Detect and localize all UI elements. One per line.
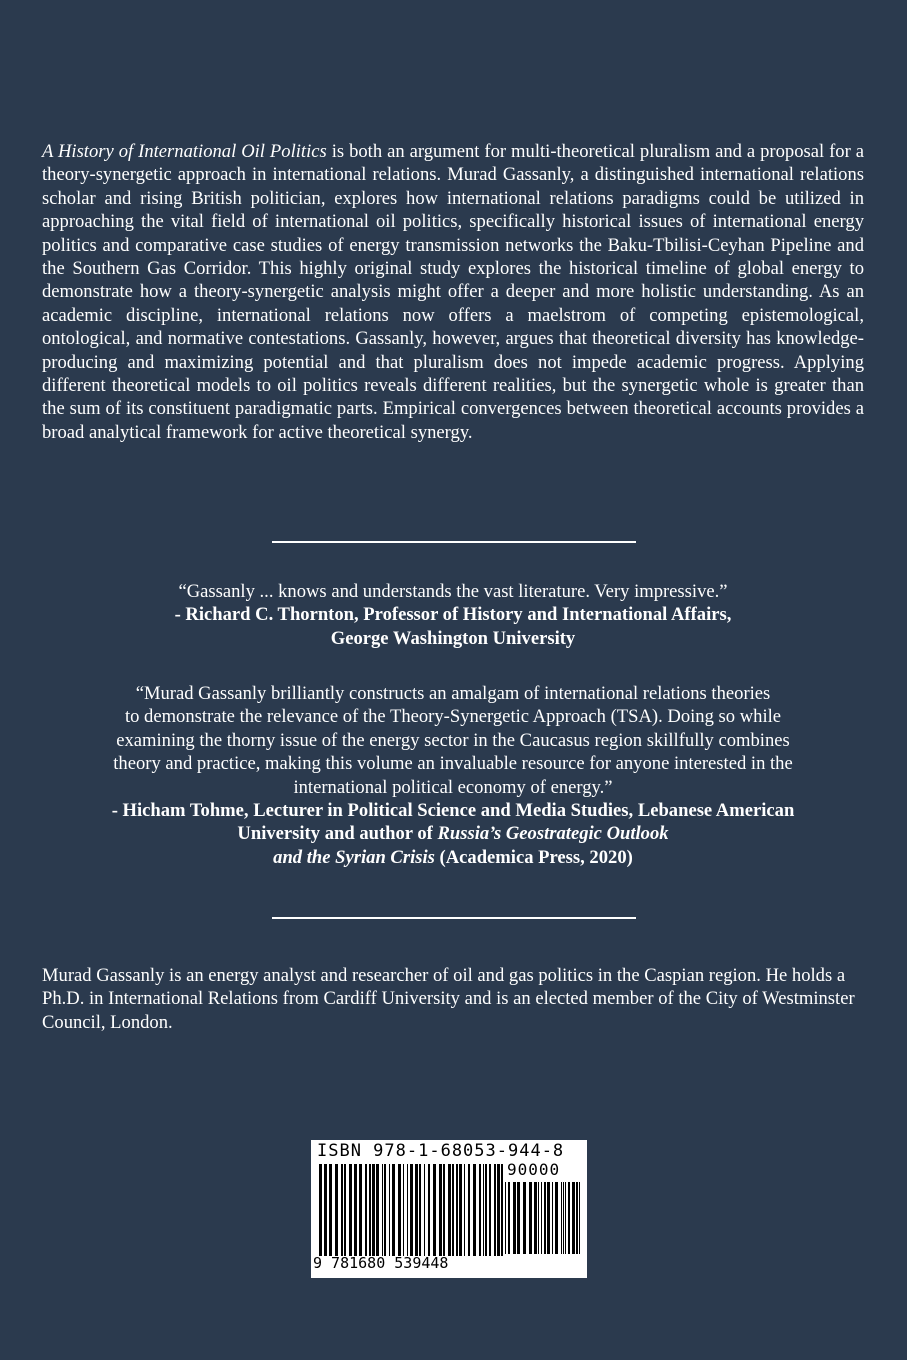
barcode-bar: [508, 1182, 510, 1254]
barcode-bar: [572, 1182, 575, 1254]
barcode-bar: [489, 1164, 491, 1256]
attribution-text: (Academica Press, 2020): [434, 846, 633, 868]
barcode-bar: [479, 1164, 481, 1256]
barcode-bar: [565, 1182, 566, 1254]
barcode-bar: [424, 1164, 425, 1256]
barcode-bar: [382, 1164, 383, 1256]
quote-line: “Murad Gassanly brilliantly constructs an amalgam of international relations theories: [135, 683, 771, 704]
endorsement-thornton: [42, 580, 864, 650]
divider-bottom: [272, 917, 636, 919]
barcode-bar: [555, 1182, 558, 1254]
barcode-bar: [349, 1164, 352, 1256]
ean-digits: 9 781680 539448: [313, 1254, 449, 1272]
barcode-bar: [468, 1164, 470, 1256]
barcode-bar: [433, 1164, 436, 1256]
barcode-bar: [369, 1164, 371, 1256]
barcode-bar: [324, 1164, 327, 1256]
barcode-bar: [464, 1164, 465, 1256]
book-description: [42, 140, 864, 444]
cited-book-title: and the Syrian Crisis: [273, 846, 435, 868]
barcode-bar: [485, 1164, 487, 1256]
barcode-bar: [501, 1164, 503, 1256]
endorsement-quote: [42, 682, 864, 799]
barcode-bar: [443, 1164, 445, 1256]
book-description-text: is both an argument for multi-theoretical pluralism and a proposal for a theory-synergetic approach in international relations. Murad Gassanly, a distinguished international relations scholar and rising British politician, explores how international relations paradigms could be utilized in approaching the vital field of international oil politics, specifically historical issues of international energy politics and comparative case studies of energy transmission networks the Baku-Tbilisi-Ceyhan Pipeline and the Southern Gas Corridor. This highly original study explores the historical timeline of global energy to demonstrate how a theory-synergetic analysis might offer a deeper and more holistic understanding. As an academic discipline, international relations now offers a maelstrom of competing epistemological, ontological, and normative contestations. Gassanly, however, argues that theoretical diversity has knowledge-producing and maximizing potential and that pluralism does not impede academic progress. Applying different theoretical models to oil politics reveals different realities, but the synergetic whole is greater than the sum of its constituent paradigmatic parts. Empirical convergences between theoretical accounts provides a broad analytical framework for active theoretical synergy.: [42, 141, 865, 443]
price-barcode-bars: [505, 1182, 581, 1254]
barcode-bar: [403, 1164, 404, 1256]
price-code: 90000: [507, 1160, 561, 1179]
barcode-bar: [494, 1164, 496, 1256]
barcode-bar: [365, 1164, 367, 1256]
barcode-bar: [456, 1164, 458, 1256]
barcode-bar: [513, 1182, 516, 1254]
attribution-line: [42, 822, 864, 845]
barcode-bar: [354, 1164, 357, 1256]
barcode-bar: [359, 1164, 362, 1256]
barcode-bar: [398, 1164, 401, 1256]
barcode-bar: [561, 1182, 562, 1254]
isbn-barcode: [311, 1140, 587, 1278]
barcode-bar: [344, 1164, 346, 1256]
barcode-bar: [407, 1164, 408, 1256]
barcode-bar: [529, 1182, 532, 1254]
barcode-bar: [473, 1164, 476, 1256]
barcode-bar: [341, 1164, 343, 1256]
barcode-bar: [376, 1164, 379, 1256]
endorsement-attribution: [42, 603, 864, 650]
barcode-bar: [544, 1182, 546, 1254]
barcode-bar: [372, 1164, 375, 1256]
attribution-line: [42, 846, 864, 869]
barcode-bar: [505, 1182, 506, 1254]
endorsement-attribution: [42, 799, 864, 869]
barcode-bar: [428, 1164, 430, 1256]
barcode-bar: [392, 1164, 395, 1256]
barcode-bar: [483, 1164, 484, 1256]
ean-barcode-bars: [319, 1164, 503, 1256]
barcode-bar: [534, 1182, 537, 1254]
barcode-bar: [384, 1164, 386, 1256]
barcode-bar: [547, 1182, 550, 1254]
endorsement-tohme: [42, 682, 864, 869]
isbn-label: ISBN 978-1-68053-944-8: [317, 1141, 565, 1161]
barcode-bar: [563, 1182, 564, 1254]
quote-line: international political economy of energy.”: [293, 776, 613, 798]
barcode-bar: [459, 1164, 462, 1256]
barcode-bar: [439, 1164, 442, 1256]
attribution-line: - Hicham Tohme, Lecturer in Political Science and Media Studies, Lebanese American: [111, 800, 795, 822]
barcode-bar: [568, 1182, 570, 1254]
barcode-bar: [389, 1164, 390, 1256]
barcode-bar: [497, 1164, 500, 1256]
barcode-bar: [523, 1182, 526, 1254]
barcode-bar: [415, 1164, 418, 1256]
quote-line: to demonstrate the relevance of the Theory-Synergetic Approach (TSA). Doing so while: [124, 706, 782, 728]
barcode-bar: [541, 1182, 542, 1254]
author-bio: Murad Gassanly is an energy analyst and researcher of oil and gas politics in the Caspian region. He holds a Ph.D. in International Relations from Cardiff University and is an elected member of the City of Westminster Council, London.: [42, 965, 855, 1033]
barcode-bar: [319, 1164, 322, 1256]
divider-top: [272, 541, 636, 543]
attribution-text: University and author of: [237, 823, 438, 845]
quote-line: theory and practice, making this volume an invaluable resource for anyone interested in the: [113, 753, 793, 775]
cited-book-title: Russia’s Geostrategic Outlook: [437, 823, 669, 845]
barcode-bar: [579, 1182, 580, 1254]
barcode-bar: [448, 1164, 451, 1256]
quote-line: examining the thorny issue of the energy sector in the Caucasus region skillfully combines: [116, 729, 790, 751]
book-title: A History of International Oil Politics: [42, 141, 327, 162]
barcode-bar: [517, 1182, 520, 1254]
barcode-bar: [410, 1164, 413, 1256]
barcode-bar: [419, 1164, 421, 1256]
barcode-bar: [552, 1182, 553, 1254]
barcode-bar: [329, 1164, 332, 1256]
attribution-line: George Washington University: [330, 627, 576, 649]
barcode-bar: [538, 1182, 539, 1254]
barcode-bar: [335, 1164, 338, 1256]
endorsement-quote: “Gassanly ... knows and understands the vast literature. Very impressive.”: [178, 581, 728, 602]
attribution-line: - Richard C. Thornton, Professor of History and International Affairs,: [174, 604, 732, 626]
barcode-bar: [576, 1182, 578, 1254]
barcode-bar: [452, 1164, 454, 1256]
